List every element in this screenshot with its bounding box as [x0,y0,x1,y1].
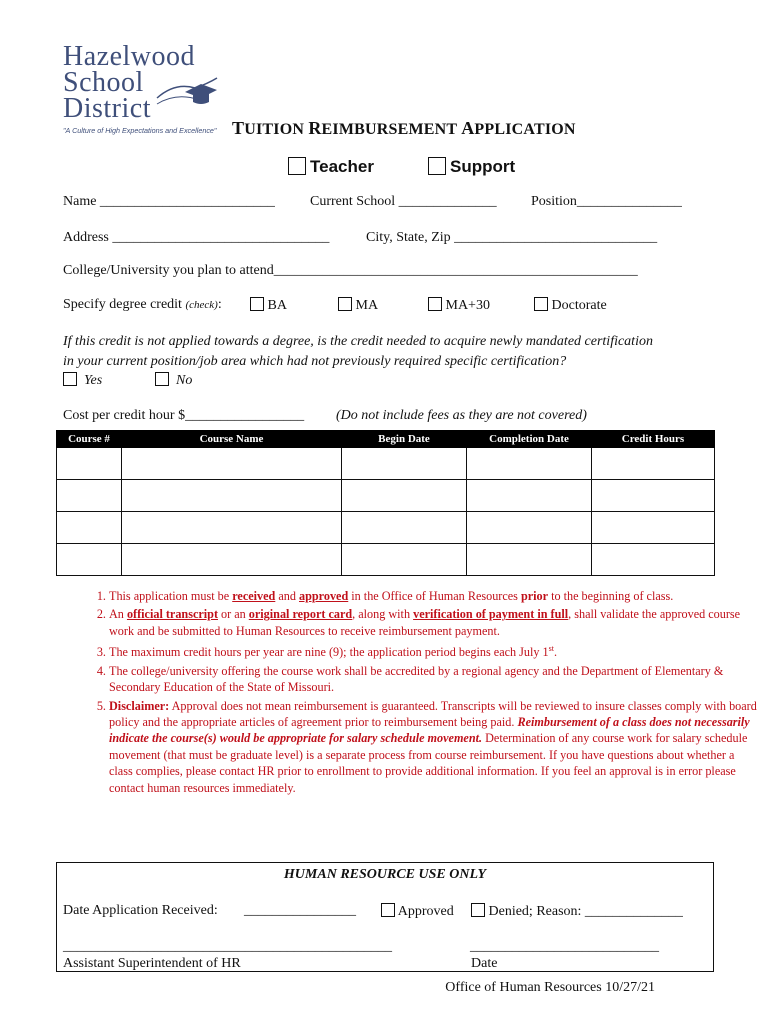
list-item: 2. An official transcript or an original report card, along with verification of payment in full, shall validate the approved course work and be submitted to Human Resources to receive reimbursement payment. [109,606,759,639]
hr-heading: HUMAN RESOURCE USE ONLY [283,867,487,882]
table-cell[interactable] [122,448,342,480]
degree-option-doctorate[interactable]: Doctorate [534,297,607,314]
form-title: TUITION REIMBURSEMENT APPLICATION [232,118,576,138]
approved-checkbox[interactable] [381,903,395,917]
instructions-list [63,588,759,798]
logo-line-1: Hazelwood [63,41,196,72]
table-cell[interactable] [467,512,592,544]
table-cell[interactable] [467,448,592,480]
list-item: 3. The maximum credit hours per year are nine (9); the application period begins each July 1st. [109,641,759,660]
support-label: Support [450,157,516,176]
cost-note: (Do not include fees as they are not covered) [336,408,587,423]
logo-line-2: School [63,67,144,98]
denied-checkbox[interactable] [471,903,485,917]
degree-credit-label: Specify degree credit (check): [63,297,222,312]
signature-label: Assistant Superintendent of HR [63,956,241,971]
cert-no[interactable]: No [155,372,192,389]
table-cell[interactable] [57,480,122,512]
list-item: 1. This application must be received and approved in the Office of Human Resources prior to the beginning of class. [109,588,759,604]
table-cell[interactable] [342,448,467,480]
table-cell[interactable] [592,448,715,480]
address-field[interactable]: Address _______________________________ [63,230,330,245]
ba-checkbox[interactable] [250,297,264,311]
col-credit-hours: Credit Hours [592,431,715,448]
table-cell[interactable] [57,544,122,576]
cert-yes[interactable]: Yes [63,372,102,389]
date-received-field[interactable]: ________________ [244,903,356,918]
table-cell[interactable] [57,448,122,480]
table-row [57,480,715,512]
table-cell[interactable] [342,544,467,576]
date-signed-label: Date [471,956,498,971]
name-field[interactable]: Name _________________________ [63,194,275,209]
table-cell[interactable] [592,480,715,512]
cost-per-credit-field[interactable]: Cost per credit hour $_________________ [63,408,305,423]
table-row [57,448,715,480]
table-cell[interactable] [122,544,342,576]
table-cell[interactable] [122,480,342,512]
table-cell[interactable] [467,480,592,512]
current-school-field[interactable]: Current School ______________ [310,194,497,209]
logo-tagline: "A Culture of High Expectations and Excellence" [63,126,217,135]
position-field[interactable]: Position_______________ [531,194,682,209]
hr-use-only-box [56,862,714,972]
table-cell[interactable] [467,544,592,576]
signature-line[interactable]: _______________________________________________ [63,939,392,954]
list-item: 5. Disclaimer: Approval does not mean reimbursement is guaranteed. Transcripts will be reviewed to insure classes comply with board policy and the appropriate articles of agreement prior to reimbursement being paid. Reimbursement of a class does not necessarily indicate the course(s) would be appropriate for salary schedule movement. Determination of any course work for salary schedule movement (that must be graduate level) is a separate process from course reimbursement. If you have questions about whether a class complies, please contact HR prior to enrollment to provide additional information. If you feel an approval is in error please contact human resources immediately. [109,698,759,796]
degree-option-ba[interactable]: BA [250,297,287,314]
ma-checkbox[interactable] [338,297,352,311]
no-checkbox[interactable] [155,372,169,386]
support-checkbox[interactable] [428,157,446,175]
list-item: 4. The college/university offering the course work shall be accredited by a regional agency and the Department of Elementary & Secondary Education of the State of Missouri. [109,663,759,696]
table-cell[interactable] [592,544,715,576]
role-support[interactable] [428,157,515,177]
college-field[interactable]: College/University you plan to attend____________________________________________________ [63,263,638,278]
teacher-checkbox[interactable] [288,157,306,175]
degree-option-ma30[interactable]: MA+30 [428,297,490,314]
certification-question: If this credit is not applied towards a degree, is the credit needed to acquire newly mandated certification in your current position/job area which had not previously required specific certification? [63,334,653,369]
degree-option-ma[interactable]: MA [338,297,378,314]
col-course-number: Course # [57,431,122,448]
yes-checkbox[interactable] [63,372,77,386]
approved-option[interactable]: Approved [381,903,454,920]
denied-option[interactable]: Denied; Reason: ______________ [471,903,683,920]
logo-line-3: District [63,93,151,124]
col-completion-date: Completion Date [467,431,592,448]
col-course-name: Course Name [122,431,342,448]
course-table-header [57,431,715,448]
table-cell[interactable] [592,512,715,544]
district-logo [63,41,223,139]
table-cell[interactable] [122,512,342,544]
role-teacher[interactable] [288,157,374,177]
col-begin-date: Begin Date [342,431,467,448]
teacher-label: Teacher [310,157,374,176]
table-cell[interactable] [342,512,467,544]
footer-office-date: Office of Human Resources 10/27/21 [445,980,655,995]
ma30-checkbox[interactable] [428,297,442,311]
date-received-label: Date Application Received: [63,903,218,918]
table-cell[interactable] [342,480,467,512]
date-signed-line[interactable]: ___________________________ [470,939,659,954]
table-row [57,544,715,576]
city-state-zip-field[interactable]: City, State, Zip _____________________________ [366,230,658,245]
doctorate-checkbox[interactable] [534,297,548,311]
table-cell[interactable] [57,512,122,544]
graduation-cap-icon [155,74,219,114]
course-table [56,430,715,576]
table-row [57,512,715,544]
